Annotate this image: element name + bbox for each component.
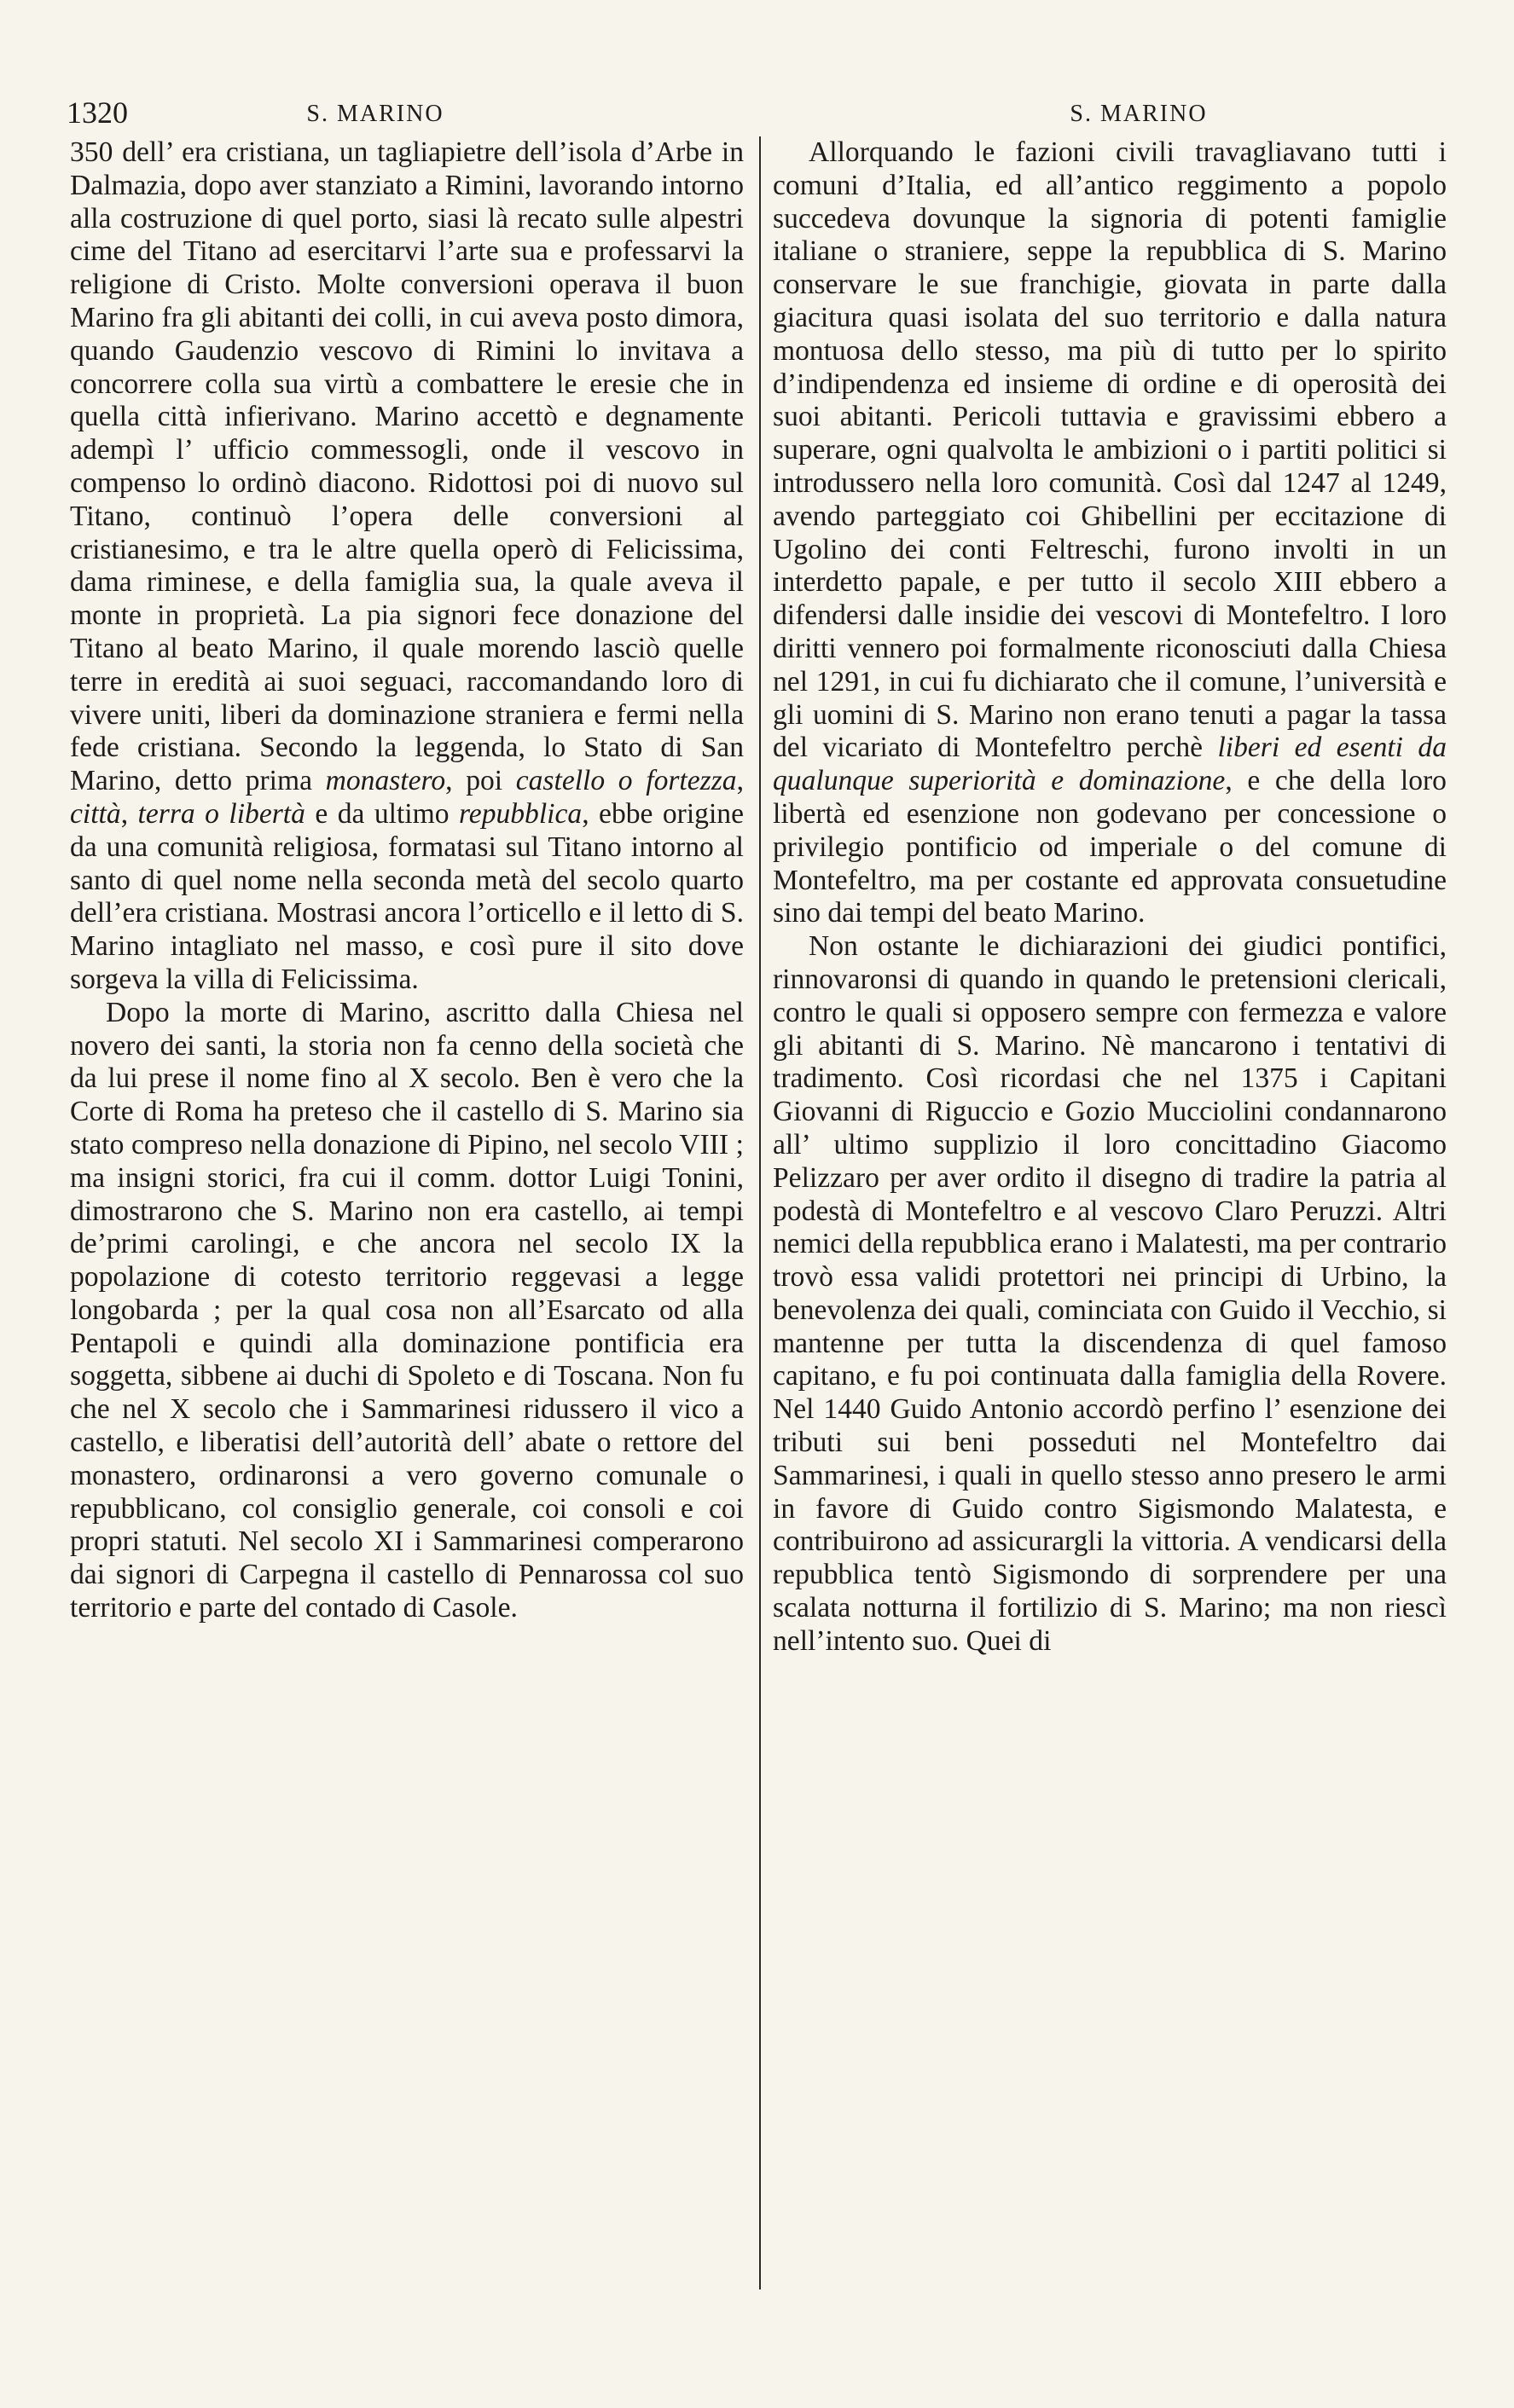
paragraph: Non ostante le dichiarazioni dei giudici pontifici, rinnovaronsi di quando in quando le pretensioni clericali, contro le quali si opposero sempre con fermezza e valore gli abitanti di S. Marino. Nè mancarono i tentativi di tradimento. Così ricordasi che nel 1375 i Capitani Giovanni di Riguccio e Gozio Mucciolini condannarono all’ ultimo supplizio il loro concittadino Giacomo Pelizzaro per aver ordito il disegno di tradire la patria al podestà di Montefeltro e al vescovo Claro Peruzzi. Altri nemici della repubblica erano i Malatesti, ma per contrario trovò essa validi protettori nei principi di Urbino, la benevolenza dei quali, cominciata con Guido il Vecchio, si mantenne per tutta la discendenza di quel famoso capitano, e fu poi continuata dalla famiglia della Rovere. Nel 1440 Guido Antonio accordò perfino l’ esenzione dei tributi sui beni posseduti nel Montefeltro dai Sammarinesi, i quali in quello stesso anno presero le armi in favore di Guido contro Sigismondo Malatesta, e contribuirono ad assicurargli la vittoria. A vendicarsi della repubblica tentò Sigismondo di sorprendere per una scalata notturna il fortilizio di S. Marino; ma non riescì nell’intento suo. Quei di — [773, 930, 1447, 1657]
column-divider — [759, 136, 761, 2289]
italic-term: liberi ed esenti da qualunque superiorità e dominazione — [773, 732, 1447, 797]
text-run: , — [120, 797, 138, 830]
running-head-left: S. MARINO — [306, 101, 444, 127]
text-run: , e che della loro libertà ed esenzione non godevano per concessione o privilegio pontificio od imperiale o del comune di Montefeltro, ma per costante ed approvata consuetudine sino dai tempi del beato Marino. — [773, 765, 1447, 929]
italic-term: castello o fortezza — [515, 765, 737, 797]
text-run: e da ultimo — [305, 797, 459, 830]
text-run: Allorquando le fazioni civili travagliavano tutti i comuni d’Italia, ed all’antico reggimento a popolo succedeva dovunque la signoria di potenti famiglie italiane o straniere, seppe la repubblica di S. Marino conservare le sue franchigie, giovata in parte dalla giacitura quasi isolata del suo territorio e dalla natura montuosa dello stesso, ma più di tutto per lo spirito d’indipendenza ed insieme di ordine e di operosità dei suoi abitanti. Pericoli tuttavia e gravissimi ebbero a superare, ogni qualvolta le ambizioni o i partiti politici si introdussero nella loro comunità. Così dal 1247 al 1249, avendo parteggiato coi Ghibellini per eccitazione di Ugolino dei conti Feltreschi, furono involti in un interdetto papale, e per tutto il secolo XIII ebbero a difendersi dalle insidie dei vescovi di Montefeltro. I loro diritti vennero poi formalmente riconosciuti dalla Chiesa nel 1291, in cui fu dichiarato che il comune, l’università e gli uomini di S. Marino non erano tenuti a pagar la tassa del vicariato di Montefeltro perchè — [773, 136, 1447, 764]
italic-term: repubblica — [458, 797, 583, 830]
paragraph: Dopo la morte di Marino, ascritto dalla Chiesa nel novero dei santi, la storia non fa cenno della società che da lui prese il nome fino al X secolo. Ben è vero che la Corte di Roma ha preteso che il castello di S. Marino sia stato compreso nella donazione di Pipino, nel secolo VIII ; ma insigni storici, fra cui il comm. dottor Luigi Tonini, dimostrarono che S. Marino non era castello, ai tempi de’primi carolingi, e che ancora nel secolo IX la popolazione di cotesto territorio reggevasi a legge longobarda ; per la qual cosa non all’Esarcato od alla Pentapoli e quindi alla dominazione pontificia era soggetta, sibbene ai duchi di Spoleto e di Toscana. Non fu che nel X secolo che i Sammarinesi ridussero il vico a castello, e liberatisi dell’autorità dell’ abate o rettore del monastero, ordinaronsi a vero governo comunale o repubblicano, col consiglio generale, coi consoli e coi propri statuti. Nel secolo XI i Sammarinesi comperarono dai signori di Carpegna il castello di Pennarossa col suo territorio e parte del contado di Casole. — [70, 996, 744, 1624]
page-number: 1320 — [67, 96, 128, 130]
text-run: , poi — [445, 765, 516, 797]
text-run: , — [736, 765, 744, 797]
paragraph — [70, 136, 744, 997]
left-column — [70, 136, 744, 1625]
italic-term: città — [70, 797, 121, 830]
right-column — [773, 136, 1447, 1658]
text-run: 350 dell’ era cristiana, un tagliapietre dell’isola d’Arbe in Dalmazia, dopo aver stanziato a Rimini, lavorando intorno alla costruzione di quel porto, siasi là recato sulle alpestri cime del Titano ad esercitarvi l’arte sua e professarvi la religione di Cristo. Molte conversioni operava il buon Marino fra gli abitanti dei colli, in cui aveva posto dimora, quando Gaudenzio vescovo di Rimini lo invitava a concorrere colla sua virtù a combattere le eresie che in quella città infierivano. Marino accettò e degnamente adempì l’ ufficio commessogli, onde il vescovo in compenso lo ordinò diacono. Ridottosi poi di nuovo sul Titano, continuò l’opera delle conversioni al cristianesimo, e tra le altre quella operò di Felicissima, dama riminese, e della famiglia sua, la quale aveva il monte in proprietà. La pia signori fece donazione del Titano al beato Marino, il quale morendo lasciò quelle terre in eredità ai suoi seguaci, raccomandando loro di vivere uniti, liberi da dominazione straniera e fermi nella fede cristiana. Secondo la leggenda, lo Stato di San Marino, detto prima — [70, 136, 744, 797]
italic-term: terra o libertà — [137, 797, 305, 830]
paragraph — [773, 136, 1447, 930]
text-run: , ebbe origine da una comunità religiosa, formatasi sul Titano intorno al santo di quel nome nella seconda metà del secolo quarto dell’era cristiana. Mostrasi ancora l’orticello e il letto di S. Marino intagliato nel masso, e così pure il sito dove sorgeva la villa di Felicissima. — [70, 797, 744, 995]
running-head-right: S. MARINO — [1070, 101, 1208, 127]
italic-term: monastero — [325, 765, 446, 797]
